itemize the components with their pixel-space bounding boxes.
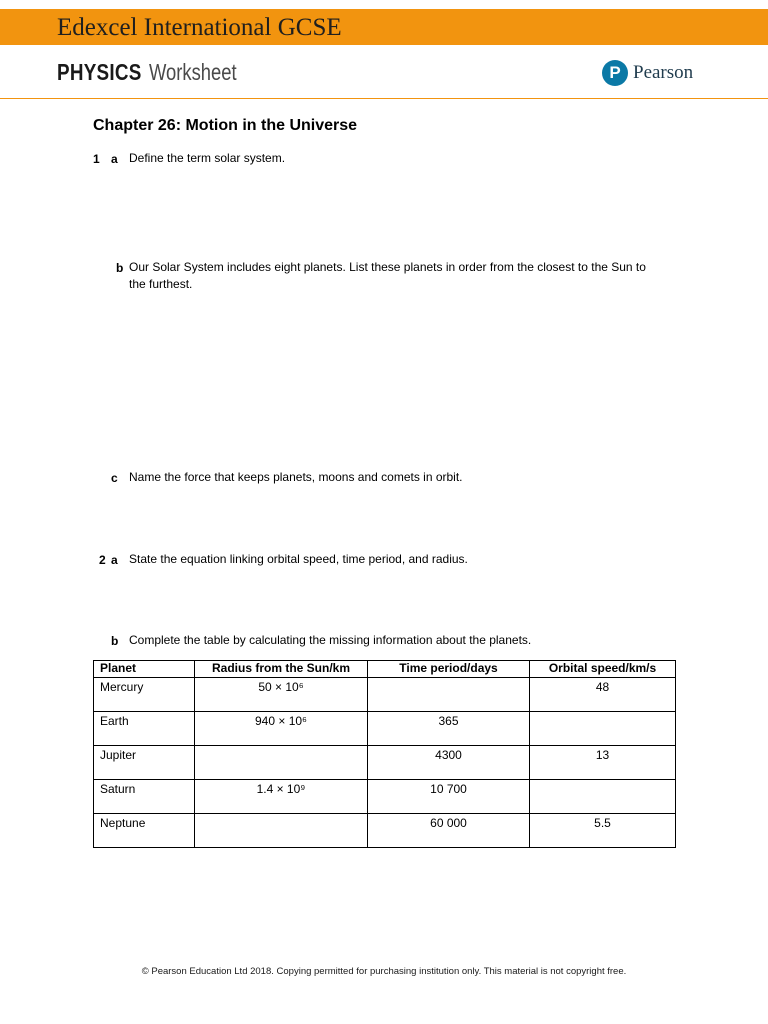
- orbital-speed-cell[interactable]: [530, 780, 676, 814]
- orbital-speed-cell[interactable]: [530, 712, 676, 746]
- orbital-speed-cell[interactable]: 13: [530, 746, 676, 780]
- subject-heading: [57, 59, 258, 86]
- planet-name-cell: Neptune: [94, 814, 195, 848]
- planet-name-cell: Earth: [94, 712, 195, 746]
- question-1-number: 1: [93, 152, 100, 166]
- pearson-logo-icon: P: [602, 60, 628, 86]
- question-1c-text: Name the force that keeps planets, moons and comets in orbit.: [129, 470, 463, 484]
- table-header-planet: Planet: [94, 661, 195, 678]
- table-header-time-period: Time period/days: [368, 661, 530, 678]
- table-header-radius: Radius from the Sun/km: [195, 661, 368, 678]
- table-row: [94, 678, 676, 712]
- table-row: [94, 780, 676, 814]
- pearson-logo-text: Pearson: [633, 62, 694, 83]
- time-period-cell[interactable]: 10 700: [368, 780, 530, 814]
- subject-title: PHYSICS: [57, 59, 142, 85]
- header-banner: [0, 9, 768, 45]
- chapter-title: Chapter 26: Motion in the Universe: [93, 117, 358, 134]
- time-period-cell[interactable]: 4300: [368, 746, 530, 780]
- planet-table: [93, 660, 676, 848]
- table-header-orbital-speed: Orbital speed/km/s: [530, 661, 676, 678]
- question-1a-text: Define the term solar system.: [129, 151, 286, 165]
- table-header-row: [94, 661, 676, 678]
- radius-cell[interactable]: [195, 746, 368, 780]
- planet-name-cell: Mercury: [94, 678, 195, 712]
- orbital-speed-cell[interactable]: 48: [530, 678, 676, 712]
- question-2-number: 2: [99, 553, 106, 567]
- question-2b-label: b: [111, 634, 119, 648]
- time-period-cell[interactable]: 60 000: [368, 814, 530, 848]
- time-period-cell[interactable]: 365: [368, 712, 530, 746]
- table-row: [94, 814, 676, 848]
- header-divider: [0, 98, 768, 99]
- question-2a-label: a: [111, 553, 118, 567]
- copyright-footer: © Pearson Education Ltd 2018. Copying permitted for purchasing institution only. This material is not copyright free.: [141, 966, 627, 977]
- question-1c-label: c: [111, 471, 118, 485]
- question-1a-label: a: [111, 152, 118, 166]
- orbital-speed-cell[interactable]: 5.5: [530, 814, 676, 848]
- radius-cell[interactable]: [195, 814, 368, 848]
- question-1b-text: Our Solar System includes eight planets. List these planets in order from the closest to the Sun to the furthest.: [129, 260, 646, 291]
- planet-name-cell: Saturn: [94, 780, 195, 814]
- time-period-cell[interactable]: [368, 678, 530, 712]
- table-row: [94, 746, 676, 780]
- subject-subtitle: Worksheet: [148, 59, 237, 85]
- planet-name-cell: Jupiter: [94, 746, 195, 780]
- question-2a-text: State the equation linking orbital speed, time period, and radius.: [129, 552, 468, 566]
- banner-title: Edexcel International GCSE: [57, 14, 342, 41]
- radius-cell[interactable]: 940 × 10⁶: [195, 712, 368, 746]
- pearson-logo: [602, 58, 693, 88]
- radius-cell[interactable]: 50 × 10⁶: [195, 678, 368, 712]
- table-row: [94, 712, 676, 746]
- question-1b-label: b: [116, 261, 124, 275]
- radius-cell[interactable]: 1.4 × 10⁹: [195, 780, 368, 814]
- question-2b-text: Complete the table by calculating the missing information about the planets.: [129, 633, 532, 647]
